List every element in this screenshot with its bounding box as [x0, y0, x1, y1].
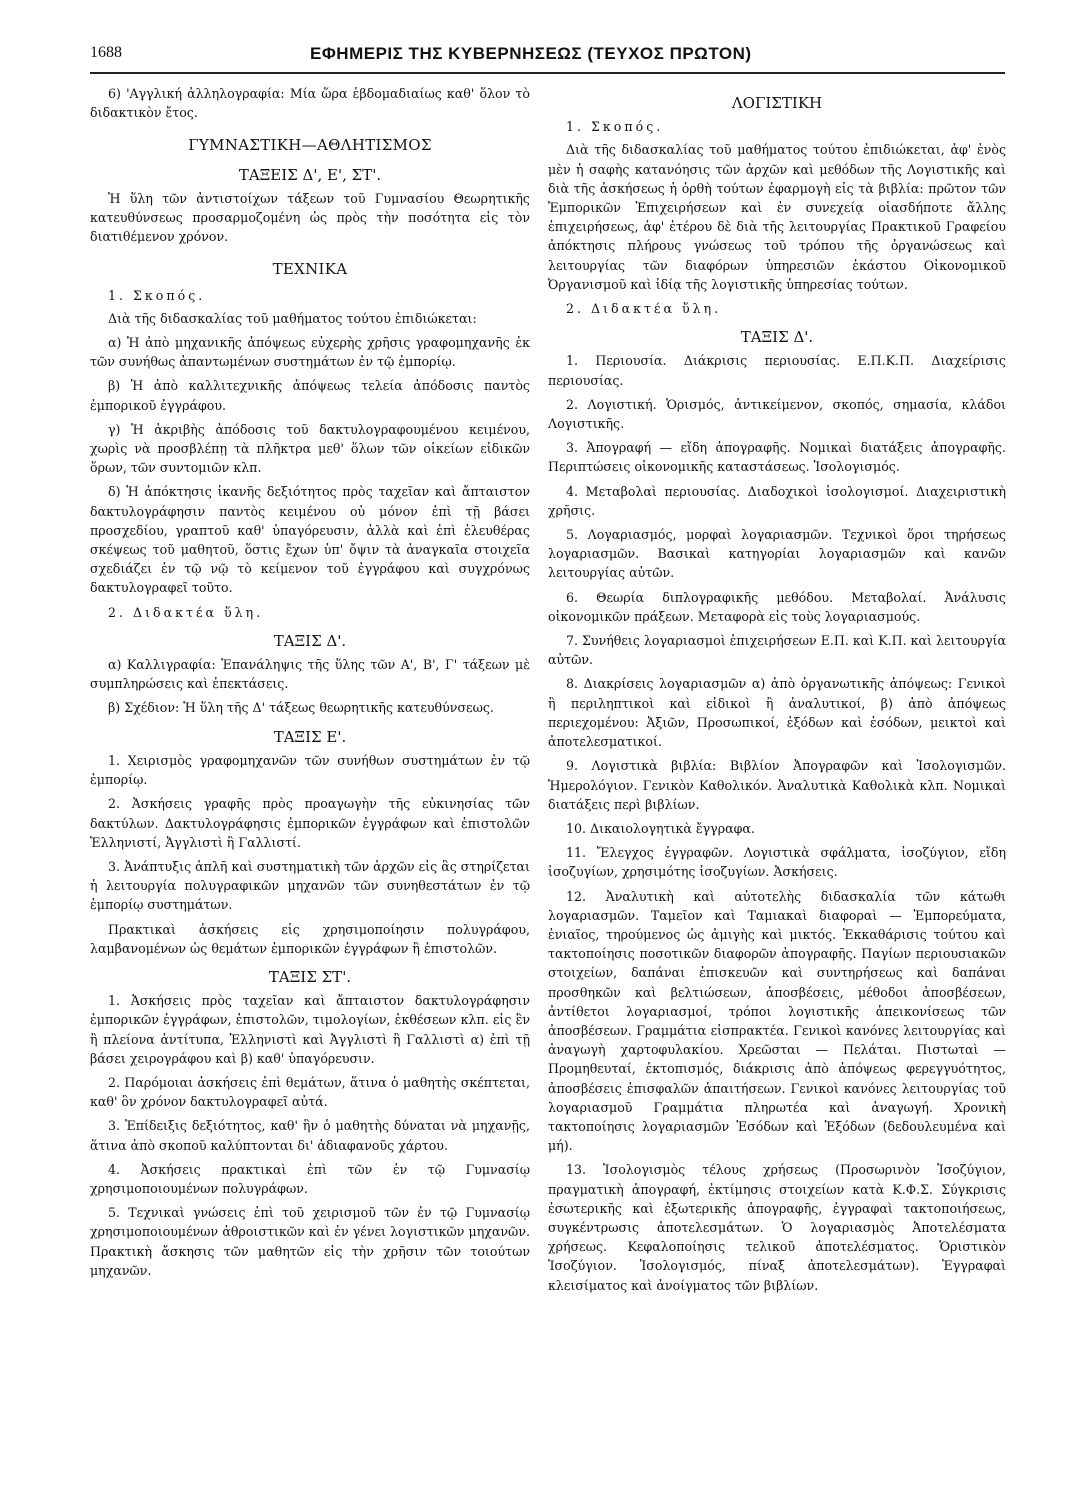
- paragraph: 1. Ἀσκήσεις πρὸς ταχεῖαν καὶ ἄπταιστον δακτυλογράφησιν ἐμπορικῶν ἐγγράφων, ἐπιστολῶν, τιμολογίων, ἐκθέσεων κλπ. εἰς ἓν ἢ πλείονα ἀντίτυπα, Ἑλληνιστὶ καὶ Ἀγγλιστὶ ἢ Γαλλιστὶ α) ἐπὶ τῇ βάσει χειρογράφου καὶ β) καθ' ὑπαγόρευσιν.: [90, 993, 530, 1066]
- paragraph: 1. Χειρισμὸς γραφομηχανῶν τῶν συνήθων συστημάτων ἐν τῷ ἐμπορίῳ.: [90, 752, 530, 788]
- paragraph: 8. Διακρίσεις λογαριασμῶν α) ἀπὸ ὀργανωτικῆς ἀπόψεως: Γενικοὶ ἢ περιληπτικοὶ καὶ εἰδικοὶ ἢ ἀναλυτικοί, β) ἀπὸ ἀπόψεως περιεχομένου: Ἀξιῶν, Προσωπικοί, ἐξόδων καὶ ἐσόδων, μεικτοὶ καὶ ἀποτελεσματικοί.: [548, 676, 1006, 750]
- section-label: 2. Διδακτέα ὕλη.: [108, 604, 264, 620]
- subsection-heading: ΛΟΓΙΣΤΙΚΗ: [731, 94, 823, 112]
- paragraph: 5. Λογαριασμός, μορφαὶ λογαριασμῶν. Τεχνικοὶ ὅροι τηρήσεως λογαριασμῶν. Βασικαὶ κατηγορίαι λογαριασμῶν καὶ κανῶν λειτουργίας αὐτῶν.: [548, 527, 1006, 581]
- subsection-heading: ΤΑΞΙΣ ΣΤ'.: [268, 967, 352, 986]
- paragraph: 9. Λογιστικὰ βιβλία: Βιβλίον Ἀπογραφῶν καὶ Ἰσολογισμῶν. Ἡμερολόγιον. Γενικὸν Καθολικόν. Ἀναλυτικὰ Καθολικὰ κλπ. Νομικαὶ διατάξεις περὶ βιβλίων.: [548, 758, 1006, 812]
- paragraph: α) Καλλιγραφία: Ἐπανάληψις τῆς ὕλης τῶν Α', Β', Γ' τάξεων μὲ συμπληρώσεις καὶ ἐπεκτάσεις.: [90, 657, 530, 692]
- running-title: ΕΦΗΜΕΡΙΣ ΤΗΣ ΚΥΒΕΡΝΗΣΕΩΣ (ΤΕΥΧΟΣ ΠΡΩΤΟΝ): [310, 44, 752, 63]
- paragraph: 4. Ἀσκήσεις πρακτικαὶ ἐπὶ τῶν ἐν τῷ Γυμνασίῳ χρησιμοποιουμένων πολυγράφων.: [90, 1161, 530, 1196]
- paragraph: 2. Ἀσκήσεις γραφῆς πρὸς προαγωγὴν τῆς εὐκινησίας τῶν δακτύλων. Δακτυλογράφησις ἐμπορικῶν ἐγγράφων καὶ ἐπιστολῶν Ἑλληνιστί, Ἀγγλιστὶ ἢ Γαλλιστί.: [90, 796, 530, 850]
- paragraph: 13. Ἰσολογισμὸς τέλους χρήσεως (Προσωρινὸν Ἰσοζύγιον, πραγματικὴ ἀπογραφή, ἐκτίμησις στοιχείων κατὰ Κ.Φ.Σ. Σύγκρισις ἐσωτερικῆς καὶ ἐξωτερικῆς ἀπογραφῆς, ἐγγραφαὶ τακτοποιήσεως, συγκέντρωσις ἀποτελεσμάτων. Ὁ λογαριασμὸς Ἀποτελέσματα χρήσεως. Κεφαλοποίησις τελικοῦ ἀποτελέσματος. Ὁριστικὸν Ἰσοζύγιον. Ἰσολογισμός, πίναξ ἀποτελεσμάτων). Ἐγγραφαὶ κλεισίματος καὶ ἀνοίγματος τῶν βιβλίων.: [548, 1162, 1006, 1293]
- subsection-heading: ΤΑΞΕΙΣ Δ', Ε', ΣΤ'.: [238, 165, 382, 184]
- section-heading: ΤΕΧΝΙΚΑ: [272, 260, 348, 279]
- paragraph: 11. Ἔλεγχος ἐγγραφῶν. Λογιστικὰ σφάλματα, ἰσοζύγιον, εἴδη ἰσοζυγίων, χρησιμότης ἰσοζυγίων. Ἀσκήσεις.: [548, 845, 1006, 880]
- section-label: 1. Σκοπός.: [566, 119, 664, 135]
- paragraph: 10. Δικαιολογητικὰ ἔγγραφα.: [566, 820, 755, 836]
- paragraph: Πρακτικαὶ ἀσκήσεις εἰς χρησιμοποίησιν πολυγράφου, λαμβανομένων ὡς θεμάτων ἐμπορικῶν ἐγγράφων ἢ ἐπιστολῶν.: [90, 921, 530, 956]
- paragraph: 7. Συνήθεις λογαριασμοὶ ἐπιχειρήσεων Ε.Π. καὶ Κ.Π. καὶ λειτουργία αὐτῶν.: [548, 633, 1006, 668]
- paragraph: α) Ἡ ἀπὸ μηχανικῆς ἀπόψεως εὐχερὴς χρῆσις γραφομηχανῆς ἐκ τῶν συνήθως ἀπαντωμένων συστημάτων ἐν τῷ ἐμπορίῳ.: [90, 335, 530, 370]
- paragraph: 2. Παρόμοιαι ἀσκήσεις ἐπὶ θεμάτων, ἅτινα ὁ μαθητὴς σκέπτεται, καθ' ὃν χρόνον δακτυλογραφεῖ αὐτά.: [90, 1074, 530, 1110]
- page-number: 1688: [90, 44, 122, 61]
- paragraph: 6. Θεωρία διπλογραφικῆς μεθόδου. Μεταβολαί. Ἀνάλυσις οἰκονομικῶν πράξεων. Μεταφορὰ εἰς τοὺς λογαριασμούς.: [548, 589, 1006, 624]
- paragraph: 6) 'Αγγλική ἀλληλογραφία: Μία ὥρα ἑβδομαδιαίως καθ' ὅλον τὸ διδακτικὸν ἔτος.: [90, 86, 530, 121]
- paragraph: β) Σχέδιον: Ἡ ὕλη τῆς Δ' τάξεως θεωρητικῆς κατευθύνσεως.: [108, 700, 494, 716]
- paragraph: 2. Λογιστική. Ὁρισμός, ἀντικείμενον, σκοπός, σημασία, κλάδοι Λογιστικῆς.: [548, 396, 1006, 432]
- paragraph: 3. Ἀπογραφή — εἴδη ἀπογραφῆς. Νομικαὶ διατάξεις ἀπογραφῆς. Περιπτώσεις οἰκονομικῆς καταστάσεως. Ἰσολογισμός.: [548, 440, 1006, 475]
- paragraph: γ) Ἡ ἀκριβὴς ἀπόδοσις τοῦ δακτυλογραφουμένου κειμένου, χωρὶς νὰ προσβλέπῃ τὰ πλῆκτρα μεθ' ὅλων τῶν οἰκείων εἰδικῶν ὅρων, τῶν συντομιῶν κλπ.: [90, 421, 530, 476]
- section-label: 1. Σκοπός.: [108, 287, 206, 303]
- paragraph: 3. Ἀνάπτυξις ἁπλῆ καὶ συστηματικὴ τῶν ἀρχῶν εἰς ἃς στηρίζεται ἡ λειτουργία πολυγραφικῶν μηχανῶν τῶν συνηθεστάτων ἐν τῷ ἐμπορίῳ συστημάτων.: [90, 858, 530, 913]
- paragraph: 4. Μεταβολαὶ περιουσίας. Διαδοχικοὶ ἰσολογισμοί. Διαχειριστικὴ χρῆσις.: [548, 483, 1006, 518]
- page-header: [90, 44, 1005, 74]
- paragraph: Διὰ τῆς διδασκαλίας τοῦ μαθήματος τούτου ἐπιδιώκεται:: [108, 310, 477, 326]
- paragraph: Διὰ τῆς διδασκαλίας τοῦ μαθήματος τούτου ἐπιδιώκεται, ἀφ' ἑνὸς μὲν ἡ σαφὴς κατανόησις τῶν ἀρχῶν καὶ μεθόδων τῆς Λογιστικῆς καὶ διὰ τῆς ἀσκήσεως ἡ ὀρθὴ τούτων ἐφαρμογὴ εἰς τὰ βιβλία: πρῶτον τῶν Ἐμπορικῶν Ἐπιχειρήσεων καὶ ἐν συνεχείᾳ οἱασδήποτε ἄλλης ἐπιχειρήσεως, ἀφ' ἑτέρου δὲ διὰ τῆς λειτουργίας Πρακτικοῦ Γραφείου ἀπόκτησις πλήρους γνώσεως τοῦ τρόπου τῆς ὀργανώσεως καὶ λειτουργίας τῶν διαφόρων ὑπηρεσιῶν ἑκάστου Οἰκονομικοῦ Ὀργανισμοῦ καὶ ἰδίᾳ τῆς λογιστικῆς ὑπηρεσίας τούτων.: [548, 142, 1006, 292]
- paragraph: δ) Ἡ ἀπόκτησις ἱκανῆς δεξιότητος πρὸς ταχεῖαν καὶ ἄπταιστον δακτυλογράφησιν παντὸς κειμένου οὐ μόνον ἐπὶ τῇ βάσει προσχεδίου, γραπτοῦ καθ' ὑπαγόρευσιν, ἀλλὰ καὶ ἐπὶ ἐλευθέρας σκέψεως τοῦ μαθητοῦ, ὅστις ἔχων ὑπ' ὄψιν τὰ ἀναγκαῖα στοιχεῖα σχεδιάζει ἐν τῷ νῷ τὸ κείμενον τοῦ ἐγγράφου καὶ συγχρόνως δακτυλογραφεῖ τοῦτο.: [90, 484, 530, 596]
- right-column: [548, 84, 1006, 1300]
- subsection-heading: ΤΑΞΙΣ Δ'.: [273, 631, 347, 650]
- left-column: [90, 84, 530, 1285]
- paragraph: 12. Ἀναλυτικὴ καὶ αὐτοτελὴς διδασκαλία τῶν κάτωθι λογαριασμῶν. Ταμεῖον καὶ Ταμιακαὶ διαφοραὶ — Ἐμπορεύματα, ἑνιαῖος, τηρούμενος ὡς ἀμιγὴς καὶ μικτός. Ἐκκαθάρισις τούτου καὶ τακτοποίησις ποσοτικῶν διαφορῶν ἀπογραφῆς. Παγίων περιουσιακῶν στοιχείων, δαπάναι ἐπισκευῶν καὶ συντηρήσεως καὶ δαπάναι προσθηκῶν καὶ βελτιώσεων, ἀποσβέσεις, μέθοδοι ἀποσβέσεων, ἀντίθετοι λογαριασμοί, τρόποι λογιστικῆς ἀπεικονίσεως τῶν ἀποσβέσεων. Γραμμάτια εἰσπρακτέα. Γενικοὶ κανόνες λειτουργίας καὶ ἀναγωγὴ χαρτοφυλακίου. Χρεῶσται — Πελάται. Πιστωταὶ — Προμηθευταί, ἐκτοπισμός, διάκρισις ἀπὸ ἀπόψεως φερεγγυότητος, ἀποσβέσεις ἐπισφαλῶν ἀπαιτήσεων. Γενικοὶ κανόνες λειτουργίας τοῦ λογαριασμοῦ Γραμμάτια πληρωτέα καὶ ἀναγωγή. Χρονικὴ τακτοποίησις λογαριασμῶν Ἐσόδων καὶ Ἐξόδων (δεδουλευμένα καὶ μή).: [548, 888, 1006, 1154]
- paragraph: 5. Τεχνικαὶ γνώσεις ἐπὶ τοῦ χειρισμοῦ τῶν ἐν τῷ Γυμνασίῳ χρησιμοποιουμένων ἀθροιστικῶν καὶ ἐν γένει λογιστικῶν μηχανῶν. Πρακτικὴ ἄσκησις τῶν μαθητῶν εἰς τὴν χρῆσιν τῶν τοιούτων μηχανῶν.: [90, 1205, 530, 1278]
- paragraph: Ἡ ὕλη τῶν ἀντιστοίχων τάξεων τοῦ Γυμνασίου Θεωρητικῆς κατευθύνσεως προσαρμοζομένη ὡς πρὸς τὴν ποσότητα εἰς τὸν διατιθέμενον χρόνον.: [90, 190, 530, 245]
- subsection-heading: ΤΑΞΙΣ Δ'.: [740, 328, 814, 347]
- paragraph: β) Ἡ ἀπὸ καλλιτεχνικῆς ἀπόψεως τελεία ἀπόδοσις παντὸς ἐμπορικοῦ ἐγγράφου.: [90, 378, 530, 413]
- subsection-heading: ΤΑΞΙΣ Ε'.: [273, 727, 347, 746]
- paragraph: 1. Περιουσία. Διάκρισις περιουσίας. Ε.Π.Κ.Π. Διαχείρισις περιουσίας.: [548, 353, 1006, 388]
- section-label: 2. Διδακτέα ὕλη.: [566, 301, 722, 317]
- paragraph: 3. Ἐπίδειξις δεξιότητος, καθ' ἣν ὁ μαθητὴς δύναται νὰ μηχανῇς, ἅτινα ἀπὸ σκοποῦ καλύπτονται δι' ἀδιαφανοῦς χάρτου.: [90, 1118, 530, 1153]
- section-heading: ΓΥΜΝΑΣΤΙΚΗ—ΑΘΛΗΤΙΣΜΟΣ: [188, 136, 432, 155]
